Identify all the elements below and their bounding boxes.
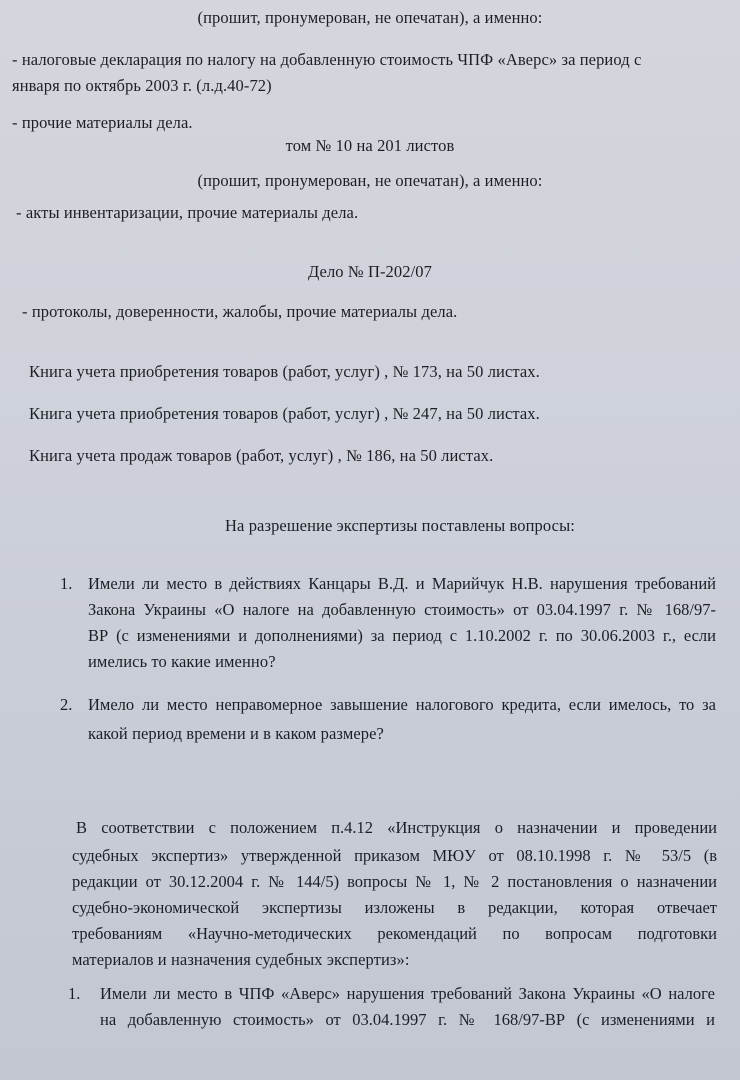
- paragraph-line5: требованиям «Научно-методических рекомендаций по вопросам подготовки: [72, 924, 717, 943]
- book-entry-2: Книга учета приобретения товаров (работ, услуг) , № 247, на 50 листах.: [29, 404, 540, 423]
- vol10-item1: - акты инвентаризации, прочие материалы дела.: [16, 203, 359, 222]
- question-1-line3: ВР (с изменениями и дополнениями) за период с 1.10.2002 г. по 30.06.2003 г., если: [88, 626, 716, 645]
- question-1-line2: Закона Украины «О налоге на добавленную стоимость» от 03.04.1997 г. № 168/97-: [88, 600, 716, 619]
- reformulated-question-1-line2: на добавленную стоимость» от 03.04.1997 г. № 168/97-ВР (с изменениями и: [100, 1010, 715, 1029]
- paragraph-line2: судебных экспертиз» утвержденной приказом МЮУ от 08.10.1998 г. № 53/5 (в: [72, 846, 717, 865]
- question-1-line4: имелись то какие именно?: [88, 652, 276, 671]
- question-1-number: 1.: [60, 574, 73, 593]
- question-1-line1: Имели ли место в действиях Канцары В.Д. и Марийчук Н.В. нарушения требований: [88, 574, 716, 593]
- vol9-item2: - прочие материалы дела.: [12, 113, 193, 132]
- case-title: Дело № П-202/07: [307, 262, 432, 281]
- question-2-number: 2.: [60, 695, 73, 714]
- book-entry-3: Книга учета продаж товаров (работ, услуг) , № 186, на 50 листах.: [29, 446, 494, 465]
- vol9-item1-line2: января по октябрь 2003 г. (л.д.40-72): [12, 76, 272, 95]
- vol9-item1-line1: - налоговые декларация по налогу на добавленную стоимость ЧПФ «Аверс» за период с: [12, 50, 642, 69]
- vol10-status-line: (прошит, пронумерован, не опечатан), а именно:: [197, 171, 543, 190]
- questions-heading: На разрешение экспертизы поставлены вопросы:: [225, 516, 575, 535]
- book-entry-1: Книга учета приобретения товаров (работ, услуг) , № 173, на 50 листах.: [29, 362, 540, 381]
- reformulated-question-1-line1: Имели ли место в ЧПФ «Аверс» нарушения требований Закона Украины «О налоге: [100, 984, 715, 1003]
- paragraph-line4: судебно-экономической экспертизы изложены в редакции, которая отвечает: [72, 898, 717, 917]
- question-2-block: [88, 695, 716, 721]
- case-item1: - протоколы, доверенности, жалобы, прочие материалы дела.: [22, 302, 458, 321]
- paragraph-line1: В соответствии с положением п.4.12 «Инструкция о назначении и проведении: [76, 818, 717, 837]
- vol10-title: том № 10 на 201 листов: [285, 136, 455, 155]
- question-1-block: [88, 574, 716, 652]
- reformulated-question-1-block: [100, 984, 715, 1036]
- paragraph-line3: редакции от 30.12.2004 г. № 144/5) вопросы № 1, № 2 постановления о назначении: [72, 872, 717, 891]
- paragraph-block: [72, 846, 717, 950]
- paragraph-line6: материалов и назначения судебных экспертиз»:: [72, 950, 410, 969]
- paragraph-first-line: [76, 818, 717, 844]
- question-2-line1: Имело ли место неправомерное завышение налогового кредита, если имелось, то за: [88, 695, 716, 714]
- vol9-status-line: (прошит, пронумерован, не опечатан), а именно:: [197, 8, 543, 27]
- reformulated-question-1-number: 1.: [68, 984, 81, 1003]
- question-2-line2: какой период времени и в каком размере?: [88, 724, 384, 743]
